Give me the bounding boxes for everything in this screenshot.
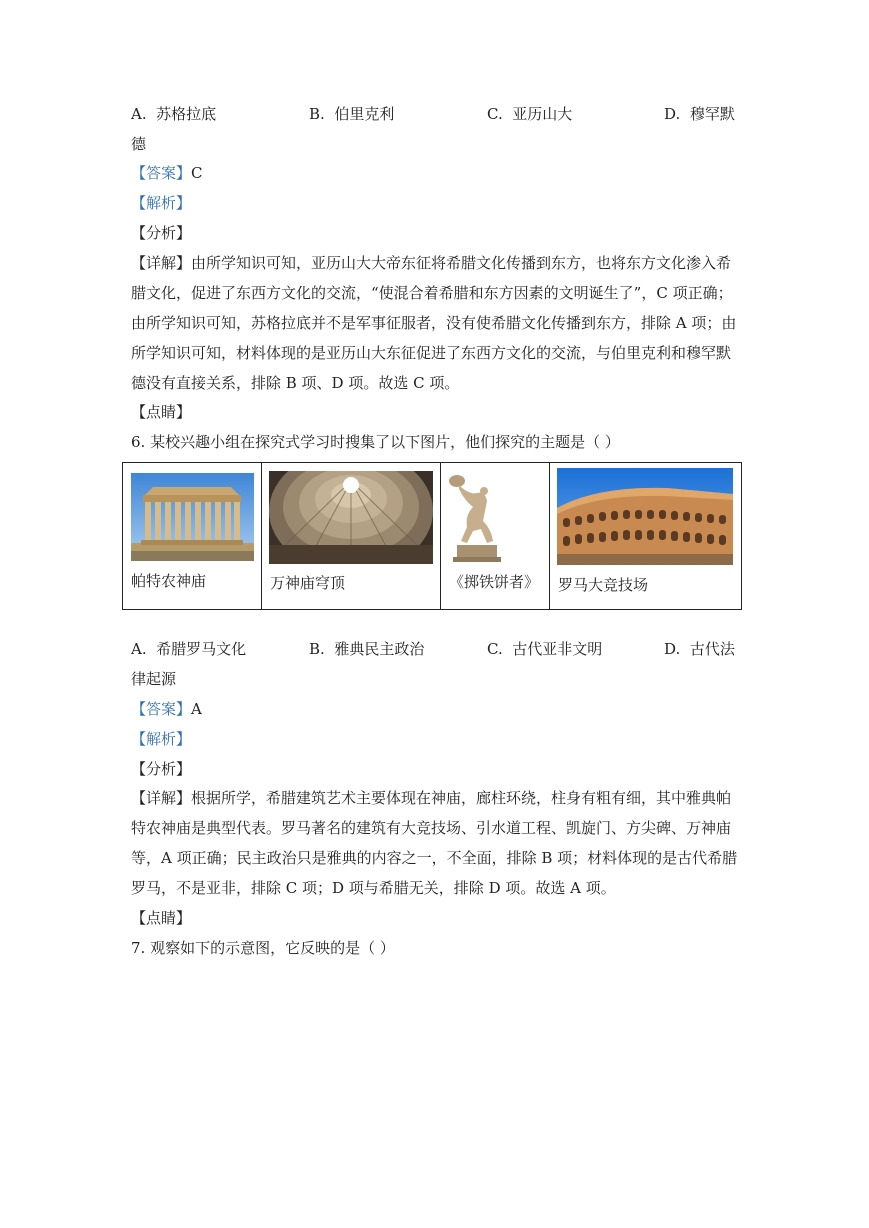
q6-stem: 6. 某校兴趣小组在探究式学习时搜集了以下图片，他们探究的主题是（ ） — [131, 433, 620, 451]
q6-option-b: B. 雅典民主政治 — [309, 640, 425, 658]
picture-cell-parthenon — [123, 463, 262, 610]
picture-cell-discobolus — [441, 463, 550, 610]
q5-detail-line: 【详解】由所学知识可知，亚历山大大帝东征将希腊文化传播到东方，也将东方文化渗入希 — [131, 254, 732, 272]
answer-tag: 【答案】 — [131, 164, 192, 182]
q7-stem: 7. 观察如下的示意图，它反映的是（ ） — [131, 939, 395, 957]
q5-option-d: D. 穆罕默 — [664, 105, 735, 123]
picture-caption: 《掷铁饼者》 — [449, 573, 540, 591]
q5-detail — [131, 248, 741, 398]
q5-dianjing: 【点睛】 — [131, 403, 192, 421]
q5-detail-line: 所学知识可知，材料体现的是亚历山大东征促进了东西方文化的交流，与伯里克利和穆罕默 — [131, 344, 732, 362]
picture-cell-colosseum — [550, 463, 742, 610]
picture-caption: 罗马大竞技场 — [558, 576, 649, 594]
q5-answer — [131, 163, 203, 183]
picture-caption: 帕特农神庙 — [131, 572, 207, 590]
q5-option-d-wrap: 德 — [131, 135, 147, 153]
q6-dianjing: 【点睛】 — [131, 909, 192, 927]
q5-fenxi: 【分析】 — [131, 224, 192, 242]
picture-caption: 万神庙穹顶 — [270, 574, 346, 592]
discobolus-statue-image — [447, 471, 507, 563]
colosseum-image — [557, 468, 733, 565]
q6-detail-line: 【详解】根据所学，希腊建筑艺术主要体现在神庙，廊柱环绕，柱身有粗有细，其中雅典帕 — [131, 789, 732, 807]
pantheon-dome-image — [269, 471, 433, 564]
q6-option-d-wrap: 律起源 — [131, 670, 177, 688]
q6-detail-line: 特农神庙是典型代表。罗马著名的建筑有大竞技场、引水道工程、凯旋门、方尖碑、万神庙 — [131, 819, 732, 837]
q6-option-c: C. 古代亚非文明 — [487, 640, 603, 658]
answer-tag: 【答案】 — [131, 700, 192, 718]
q5-option-a: A. 苏格拉底 — [131, 105, 217, 123]
q5-detail-line: 腊文化，促进了东西方文化的交流，“使混合着希腊和东方因素的文明诞生了”，C 项正确； — [131, 284, 733, 302]
parthenon-image — [131, 473, 254, 561]
q5-option-b: B. 伯里克利 — [309, 105, 395, 123]
q6-picture-table — [122, 462, 742, 610]
answer-value: A — [191, 700, 202, 718]
q6-fenxi: 【分析】 — [131, 760, 192, 778]
q6-option-d: D. 古代法 — [664, 640, 735, 658]
q6-detail-line: 罗马，不是亚非，排除 C 项；D 项与希腊无关，排除 D 项。故选 A 项。 — [131, 879, 616, 897]
q5-detail-line: 由所学知识可知，苏格拉底并不是军事征服者，没有使希腊文化传播到东方，排除 A 项；由 — [131, 314, 737, 332]
q6-detail-line: 等，A 项正确；民主政治只是雅典的内容之一，不全面，排除 B 项；材料体现的是古代希腊 — [131, 849, 738, 867]
q5-detail-line: 德没有直接关系，排除 B 项、D 项。故选 C 项。 — [131, 374, 460, 392]
q6-detail — [131, 783, 741, 903]
q6-answer — [131, 699, 202, 719]
q6-option-a: A. 希腊罗马文化 — [131, 640, 247, 658]
answer-value: C — [191, 164, 203, 182]
q5-analysis-tag: 【解析】 — [131, 194, 192, 212]
picture-cell-pantheon — [262, 463, 441, 610]
q5-option-c: C. 亚历山大 — [487, 105, 573, 123]
q6-analysis-tag: 【解析】 — [131, 730, 192, 748]
